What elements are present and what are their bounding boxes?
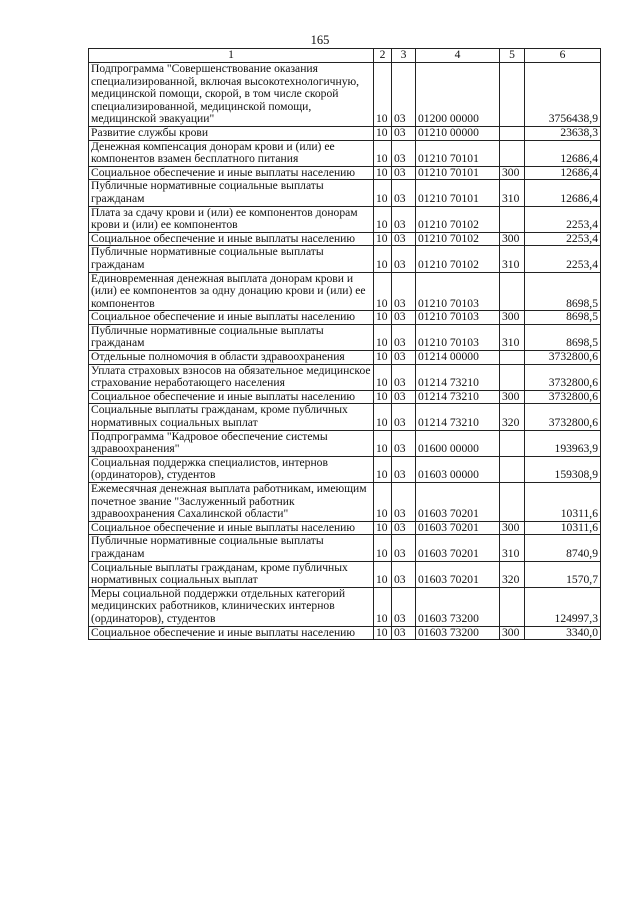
amount-cell: 8698,5: [525, 324, 601, 350]
table-row: [89, 430, 601, 456]
table-body: [89, 49, 601, 640]
subsection-code-cell: 03: [392, 483, 416, 522]
table-row: [89, 456, 601, 482]
target-article-cell: 01210 70102: [416, 246, 500, 272]
section-code-cell: 10: [374, 521, 392, 535]
row-name-cell: Плата за сдачу крови и (или) ее компонентов донорам крови и (или) ее компонентов: [89, 206, 374, 232]
subsection-code-cell: 03: [392, 63, 416, 127]
section-code-cell: 10: [374, 272, 392, 311]
target-article-cell: 01210 70103: [416, 311, 500, 325]
amount-cell: 8698,5: [525, 311, 601, 325]
target-article-cell: 01603 73200: [416, 587, 500, 626]
row-name-cell: Социальная поддержка специалистов, интернов (ординаторов), студентов: [89, 456, 374, 482]
row-name-cell: Подпрограмма "Совершенствование оказания специализированной, включая высокотехнологичную, медицинской помощи, скорой, в том числе скорой специализированной, медицинской помощи, медицинской эвакуации": [89, 63, 374, 127]
target-article-cell: 01210 70101: [416, 140, 500, 166]
row-name-cell: Публичные нормативные социальные выплаты гражданам: [89, 180, 374, 206]
target-article-cell: 01200 00000: [416, 63, 500, 127]
section-code-cell: 10: [374, 535, 392, 561]
row-name-cell: Публичные нормативные социальные выплаты гражданам: [89, 535, 374, 561]
amount-cell: 3732800,6: [525, 364, 601, 390]
table-row: [89, 351, 601, 365]
row-name-cell: Единовременная денежная выплата донорам крови и (или) ее компонентов за одну донацию крови и (или) ее компонентов: [89, 272, 374, 311]
expense-type-cell: [500, 456, 525, 482]
table-row: [89, 272, 601, 311]
row-name-cell: Развитие службы крови: [89, 126, 374, 140]
section-code-cell: 10: [374, 166, 392, 180]
subsection-code-cell: 03: [392, 535, 416, 561]
expense-type-cell: 320: [500, 404, 525, 430]
table-row: [89, 140, 601, 166]
table-row: [89, 232, 601, 246]
table-row: [89, 166, 601, 180]
table-row: [89, 483, 601, 522]
table-row: [89, 246, 601, 272]
column-header: 4: [416, 49, 500, 63]
row-name-cell: Социальное обеспечение и иные выплаты населению: [89, 626, 374, 640]
subsection-code-cell: 03: [392, 364, 416, 390]
section-code-cell: 10: [374, 180, 392, 206]
target-article-cell: 01214 00000: [416, 351, 500, 365]
expense-type-cell: [500, 126, 525, 140]
target-article-cell: 01214 73210: [416, 364, 500, 390]
table-row: [89, 390, 601, 404]
expense-type-cell: [500, 483, 525, 522]
target-article-cell: 01210 70102: [416, 232, 500, 246]
row-name-cell: Отдельные полномочия в области здравоохранения: [89, 351, 374, 365]
section-code-cell: 10: [374, 626, 392, 640]
amount-cell: 3732800,6: [525, 390, 601, 404]
row-name-cell: Социальное обеспечение и иные выплаты населению: [89, 521, 374, 535]
section-code-cell: 10: [374, 206, 392, 232]
target-article-cell: 01603 70201: [416, 483, 500, 522]
table-row: [89, 535, 601, 561]
row-name-cell: Уплата страховых взносов на обязательное медицинское страхование неработающего населения: [89, 364, 374, 390]
table-row: [89, 626, 601, 640]
expense-type-cell: 310: [500, 246, 525, 272]
amount-cell: 124997,3: [525, 587, 601, 626]
page-number: 165: [310, 33, 330, 47]
target-article-cell: 01214 73210: [416, 390, 500, 404]
section-code-cell: 10: [374, 311, 392, 325]
subsection-code-cell: 03: [392, 404, 416, 430]
expense-type-cell: [500, 63, 525, 127]
budget-table: [88, 48, 601, 640]
row-name-cell: Социальное обеспечение и иные выплаты населению: [89, 311, 374, 325]
amount-cell: 12686,4: [525, 140, 601, 166]
expense-type-cell: [500, 364, 525, 390]
column-header: 1: [89, 49, 374, 63]
table-row: [89, 587, 601, 626]
subsection-code-cell: 03: [392, 180, 416, 206]
amount-cell: 3756438,9: [525, 63, 601, 127]
subsection-code-cell: 03: [392, 351, 416, 365]
subsection-code-cell: 03: [392, 232, 416, 246]
subsection-code-cell: 03: [392, 561, 416, 587]
section-code-cell: 10: [374, 63, 392, 127]
target-article-cell: 01600 00000: [416, 430, 500, 456]
table-row: [89, 180, 601, 206]
table-row: [89, 324, 601, 350]
amount-cell: 3732800,6: [525, 351, 601, 365]
section-code-cell: 10: [374, 390, 392, 404]
amount-cell: 10311,6: [525, 483, 601, 522]
subsection-code-cell: 03: [392, 430, 416, 456]
row-name-cell: Подпрограмма "Кадровое обеспечение системы здравоохранения": [89, 430, 374, 456]
expense-type-cell: [500, 430, 525, 456]
table-row: [89, 63, 601, 127]
target-article-cell: 01603 70201: [416, 521, 500, 535]
target-article-cell: 01210 70103: [416, 324, 500, 350]
row-name-cell: Ежемесячная денежная выплата работникам, имеющим почетное звание "Заслуженный работник здравоохранения Сахалинской области": [89, 483, 374, 522]
section-code-cell: 10: [374, 246, 392, 272]
section-code-cell: 10: [374, 404, 392, 430]
amount-cell: 8698,5: [525, 272, 601, 311]
expense-type-cell: [500, 587, 525, 626]
amount-cell: 12686,4: [525, 180, 601, 206]
section-code-cell: 10: [374, 140, 392, 166]
target-article-cell: 01210 70101: [416, 180, 500, 206]
amount-cell: 2253,4: [525, 246, 601, 272]
expense-type-cell: 300: [500, 390, 525, 404]
target-article-cell: 01210 70103: [416, 272, 500, 311]
amount-cell: 8740,9: [525, 535, 601, 561]
table-row: [89, 561, 601, 587]
amount-cell: 2253,4: [525, 206, 601, 232]
table-header-row: [89, 49, 601, 63]
column-header: 5: [500, 49, 525, 63]
section-code-cell: 10: [374, 364, 392, 390]
expense-type-cell: 300: [500, 626, 525, 640]
amount-cell: 3732800,6: [525, 404, 601, 430]
expense-type-cell: [500, 206, 525, 232]
expense-type-cell: [500, 351, 525, 365]
subsection-code-cell: 03: [392, 206, 416, 232]
column-header: 3: [392, 49, 416, 63]
row-name-cell: Публичные нормативные социальные выплаты гражданам: [89, 246, 374, 272]
amount-cell: 23638,3: [525, 126, 601, 140]
column-header: 2: [374, 49, 392, 63]
expense-type-cell: 310: [500, 324, 525, 350]
table-row: [89, 521, 601, 535]
section-code-cell: 10: [374, 351, 392, 365]
subsection-code-cell: 03: [392, 456, 416, 482]
target-article-cell: 01210 70101: [416, 166, 500, 180]
table-row: [89, 404, 601, 430]
expense-type-cell: 300: [500, 311, 525, 325]
section-code-cell: 10: [374, 587, 392, 626]
subsection-code-cell: 03: [392, 626, 416, 640]
section-code-cell: 10: [374, 430, 392, 456]
row-name-cell: Социальные выплаты гражданам, кроме публичных нормативных социальных выплат: [89, 561, 374, 587]
expense-type-cell: [500, 140, 525, 166]
section-code-cell: 10: [374, 561, 392, 587]
expense-type-cell: 320: [500, 561, 525, 587]
expense-type-cell: 300: [500, 232, 525, 246]
target-article-cell: 01603 70201: [416, 535, 500, 561]
row-name-cell: Социальное обеспечение и иные выплаты населению: [89, 390, 374, 404]
subsection-code-cell: 03: [392, 126, 416, 140]
target-article-cell: 01210 00000: [416, 126, 500, 140]
amount-cell: 193963,9: [525, 430, 601, 456]
amount-cell: 1570,7: [525, 561, 601, 587]
section-code-cell: 10: [374, 324, 392, 350]
column-header: 6: [525, 49, 601, 63]
row-name-cell: Социальное обеспечение и иные выплаты населению: [89, 166, 374, 180]
subsection-code-cell: 03: [392, 521, 416, 535]
section-code-cell: 10: [374, 483, 392, 522]
table-row: [89, 206, 601, 232]
table-row: [89, 364, 601, 390]
target-article-cell: 01214 73210: [416, 404, 500, 430]
subsection-code-cell: 03: [392, 390, 416, 404]
section-code-cell: 10: [374, 456, 392, 482]
target-article-cell: 01603 73200: [416, 626, 500, 640]
target-article-cell: 01210 70102: [416, 206, 500, 232]
subsection-code-cell: 03: [392, 587, 416, 626]
amount-cell: 12686,4: [525, 166, 601, 180]
amount-cell: 10311,6: [525, 521, 601, 535]
expense-type-cell: 310: [500, 180, 525, 206]
row-name-cell: Социальные выплаты гражданам, кроме публичных нормативных социальных выплат: [89, 404, 374, 430]
expense-type-cell: 310: [500, 535, 525, 561]
subsection-code-cell: 03: [392, 311, 416, 325]
amount-cell: 2253,4: [525, 232, 601, 246]
expense-type-cell: 300: [500, 166, 525, 180]
expense-type-cell: 300: [500, 521, 525, 535]
subsection-code-cell: 03: [392, 246, 416, 272]
row-name-cell: Меры социальной поддержки отдельных категорий медицинских работников, клинических интернов (ординаторов), студентов: [89, 587, 374, 626]
row-name-cell: Публичные нормативные социальные выплаты гражданам: [89, 324, 374, 350]
subsection-code-cell: 03: [392, 166, 416, 180]
row-name-cell: Социальное обеспечение и иные выплаты населению: [89, 232, 374, 246]
subsection-code-cell: 03: [392, 324, 416, 350]
table-row: [89, 126, 601, 140]
section-code-cell: 10: [374, 232, 392, 246]
section-code-cell: 10: [374, 126, 392, 140]
table-row: [89, 311, 601, 325]
amount-cell: 159308,9: [525, 456, 601, 482]
expense-type-cell: [500, 272, 525, 311]
subsection-code-cell: 03: [392, 140, 416, 166]
target-article-cell: 01603 70201: [416, 561, 500, 587]
subsection-code-cell: 03: [392, 272, 416, 311]
target-article-cell: 01603 00000: [416, 456, 500, 482]
amount-cell: 3340,0: [525, 626, 601, 640]
row-name-cell: Денежная компенсация донорам крови и (или) ее компонентов взамен бесплатного питания: [89, 140, 374, 166]
